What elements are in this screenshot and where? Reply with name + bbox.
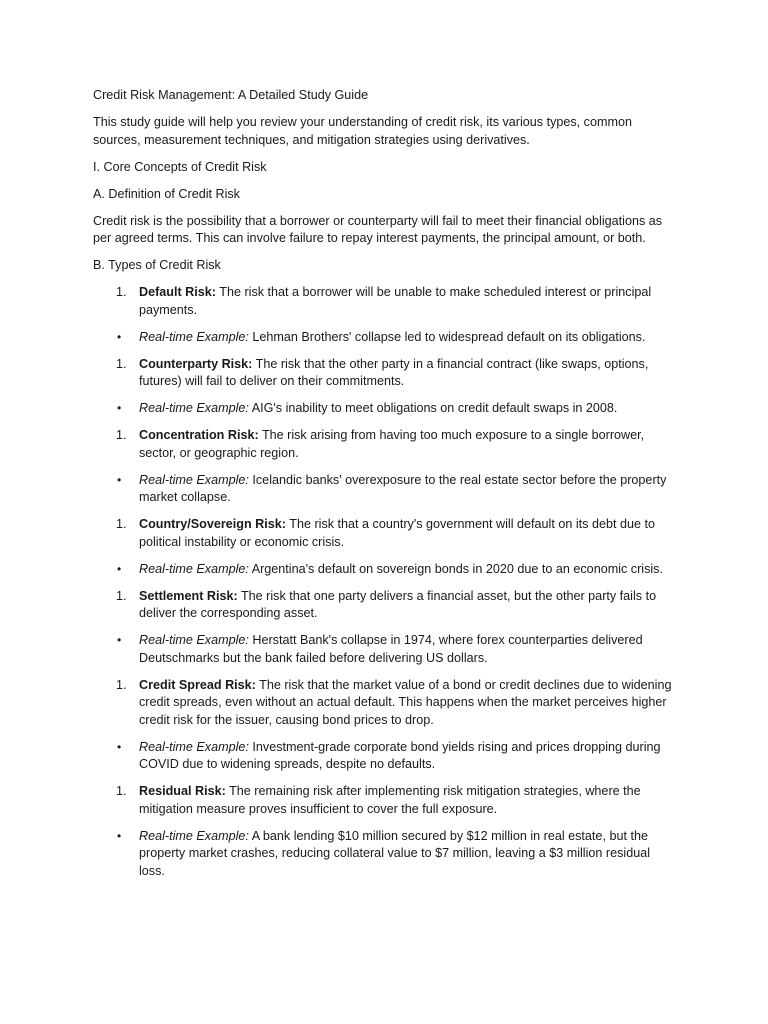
example-text: Investment-grade corporate bond yields rising and prices dropping during COVID due to widening spreads, despite no defaults. — [139, 739, 661, 771]
list-number: 1. — [116, 677, 127, 692]
example-text: Icelandic banks' overexposure to the real estate sector before the property market collapse. — [139, 472, 667, 504]
bullet-marker: • — [117, 472, 122, 487]
risk-type-item — [93, 783, 677, 818]
risk-description: The risk that a country's government will default on its debt due to political instability or economic crisis. — [139, 517, 655, 549]
bullet-marker: • — [117, 561, 122, 576]
risk-type-item — [93, 588, 677, 623]
risk-example-item — [93, 632, 677, 667]
example-label: Real-time Example: — [139, 828, 249, 843]
risk-example-item — [93, 739, 677, 774]
bullet-marker: • — [117, 633, 122, 647]
definition-paragraph: Credit risk is the possibility that a borrower or counterparty will fail to meet their financial obligations as per agreed terms. This can involve failure to repay interest payments, the principal amount, or both. — [93, 213, 663, 245]
risk-type-item — [93, 677, 677, 730]
risk-description: The risk that the market value of a bond or credit declines due to widening credit spreads, even without an actual default. This happens when the market perceives higher credit risk for the issuer, causing bond prices to drop. — [139, 677, 672, 727]
risk-term: Credit Spread Risk: — [139, 677, 256, 692]
risk-term: Default Risk: — [139, 285, 216, 299]
intro-paragraph: This study guide will help you review your understanding of credit risk, its various types, common sources, measurement techniques, and mitigation strategies using derivatives. — [93, 115, 632, 147]
risk-example-item — [93, 828, 677, 881]
risk-types-list — [93, 284, 672, 880]
example-text: AIG's inability to meet obligations on credit default swaps in 2008. — [251, 401, 618, 415]
example-text: Lehman Brothers' collapse led to widespread default on its obligations. — [252, 329, 646, 344]
risk-example-item — [93, 400, 677, 418]
risk-term: Concentration Risk: — [139, 428, 259, 442]
risk-example-item — [93, 329, 677, 347]
risk-example-item — [93, 561, 677, 579]
risk-description: The risk that a borrower will be unable to make scheduled interest or principal payments. — [139, 285, 652, 317]
bullet-marker: • — [117, 329, 122, 344]
risk-term: Residual Risk: — [139, 784, 226, 798]
risk-type-item — [93, 427, 677, 462]
subsection-b-heading: B. Types of Credit Risk — [93, 258, 221, 272]
example-label: Real-time Example: — [139, 329, 249, 344]
risk-example-item — [93, 472, 677, 507]
example-label: Real-time Example: — [139, 472, 249, 487]
list-number: 1. — [116, 285, 127, 299]
risk-term: Counterparty Risk: — [139, 356, 253, 371]
risk-type-item — [93, 356, 677, 391]
list-number: 1. — [116, 588, 127, 603]
example-label: Real-time Example: — [139, 633, 249, 647]
example-text: Herstatt Bank's collapse in 1974, where forex counterparties delivered Deutschmarks but the bank failed before delivering US dollars. — [139, 633, 643, 665]
risk-type-item — [93, 516, 677, 551]
subsection-a-heading: A. Definition of Credit Risk — [93, 186, 240, 201]
example-label: Real-time Example: — [139, 739, 249, 754]
list-number: 1. — [116, 428, 127, 442]
bullet-marker: • — [117, 739, 122, 754]
risk-description: The risk that the other party in a financial contract (like swaps, options, futures) will fail to deliver on their commitments. — [139, 356, 649, 388]
example-label: Real-time Example: — [139, 561, 249, 576]
risk-description: The risk that one party delivers a financial asset, but the other party fails to deliver the corresponding asset. — [139, 588, 657, 620]
document-title: Credit Risk Management: A Detailed Study Guide — [93, 88, 369, 102]
risk-term: Settlement Risk: — [139, 588, 238, 603]
example-text: Argentina's default on sovereign bonds in 2020 due to an economic crisis. — [251, 561, 663, 576]
risk-term: Country/Sovereign Risk: — [139, 517, 286, 531]
risk-description: The risk arising from having too much exposure to a single borrower, sector, or geographic region. — [139, 428, 645, 460]
list-number: 1. — [116, 517, 127, 531]
risk-type-item — [93, 284, 677, 319]
example-label: Real-time Example: — [139, 401, 249, 415]
bullet-marker: • — [117, 401, 122, 415]
list-number: 1. — [116, 784, 127, 798]
example-text: A bank lending $10 million secured by $12 million in real estate, but the property market crashes, reducing collateral value to $7 million, leaving a $3 million residual loss. — [139, 828, 650, 878]
list-number: 1. — [116, 356, 127, 371]
bullet-marker: • — [117, 828, 122, 843]
risk-description: The remaining risk after implementing risk mitigation strategies, where the mitigation measure proves insufficient to cover the full exposure. — [139, 784, 641, 816]
section-heading: I. Core Concepts of Credit Risk — [93, 159, 267, 174]
